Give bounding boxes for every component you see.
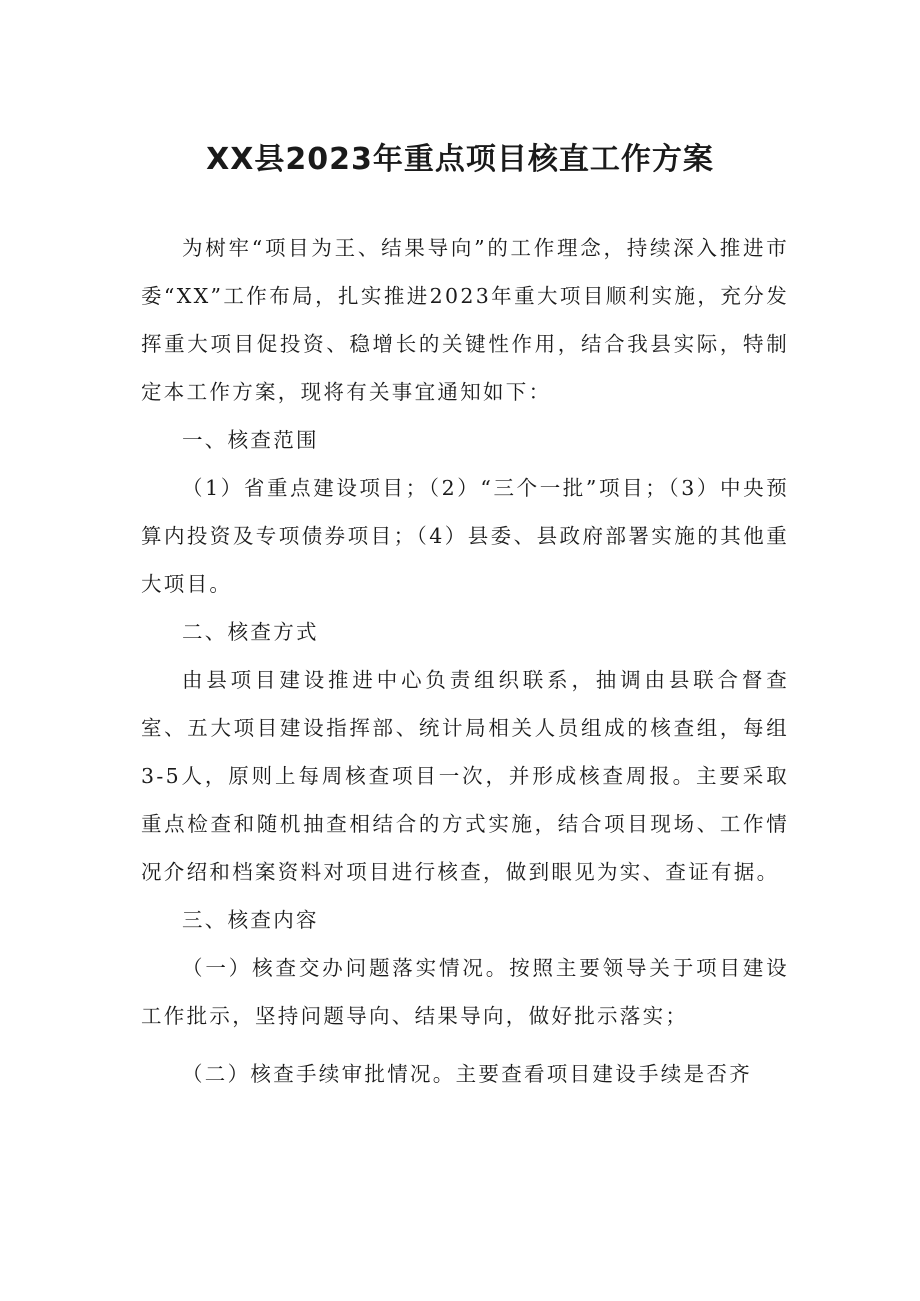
document-body	[141, 224, 789, 1098]
intro-paragraph: 为树牢“项目为王、结果导向”的工作理念，持续深入推进市委“XX”工作布局，扎实推进2023年重大项目顺利实施，充分发挥重大项目促投资、稳增长的关键性作用，结合我县实际，特制定本工作方案，现将有关事宜通知如下：	[141, 236, 789, 404]
scope-paragraph: （1）省重点建设项目；（2）“三个一批”项目；（3）中央预算内投资及专项债券项目；（4）县委、县政府部署实施的其他重大项目。	[141, 476, 789, 596]
content-item-2: （二）核查手续审批情况。主要查看项目建设手续是否齐	[182, 1062, 752, 1086]
content-item-1: （一）核查交办问题落实情况。按照主要领导关于项目建设工作批示，坚持问题导向、结果导向，做好批示落实；	[141, 956, 789, 1028]
method-paragraph: 由县项目建设推进中心负责组织联系，抽调由县联合督查室、五大项目建设指挥部、统计局相关人员组成的核查组，每组3-5人，原则上每周核查项目一次，并形成核查周报。主要采取重点检查和随机抽查相结合的方式实施，结合项目现场、工作情况介绍和档案资料对项目进行核查，做到眼见为实、查证有据。	[141, 668, 789, 884]
document-title: XX县2023年重点项目核直工作方案	[206, 142, 714, 177]
section-heading-content: 三、核查内容	[182, 908, 319, 932]
section-heading-method: 二、核查方式	[182, 620, 319, 644]
section-heading-scope: 一、核查范围	[182, 428, 319, 452]
